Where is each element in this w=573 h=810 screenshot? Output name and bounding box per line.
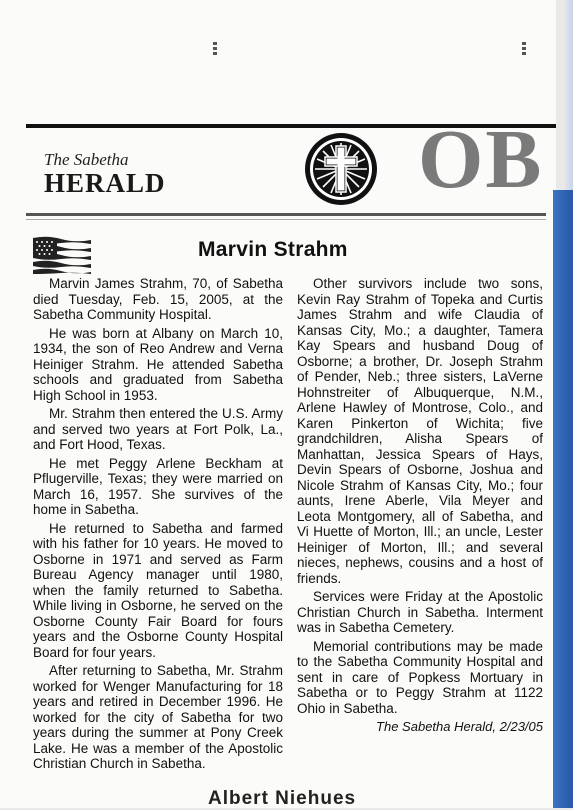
article-column-right [297,276,543,735]
masthead-subtitle: The Sabetha [44,150,129,169]
paragraph: Memorial contributions may be made to the Sabetha Community Hospital and sent in care of Popkess Mortuary in Sabetha or to Peggy Strahm at 1122 Ohio in Sabetha. [297,638,543,716]
next-article-heading: Albert Niehues [208,788,357,809]
paragraph: He returned to Sabetha and farmed with his father for 10 years. He moved to Osborne in 1971 and served as Farm Bureau Agency manager until 1980, when the family returned to Sabetha. While living in Osborne, he served on the Osborne County Fair Board for fours years and the Osborne County Hospital Board for four years. [33,520,283,660]
masthead-bottom-thin-rule [26,219,546,220]
punch-mark-right [521,40,527,60]
masthead-name: HERALD [44,168,166,198]
american-flag-icon [31,236,93,274]
paragraph: He met Peggy Arlene Beckham at Pflugerville, Texas; they were married on March 16, 1957. She survives of the home in Sabetha. [33,455,283,517]
article-signature: The Sabetha Herald, 2/23/05 [376,719,543,734]
scan-edge [553,190,573,808]
masthead-bottom-rule [26,213,546,216]
punch-mark-left [212,40,218,60]
scan-edge-top [565,0,573,190]
section-heading-fragment: OB [418,113,544,206]
article-title: Marvin Strahm [198,238,348,261]
paragraph: He was born at Albany on March 10, 1934, the son of Reo Andrew and Verna Heiniger Strahm. He attended Sabetha schools and graduated from Sabetha High School in 1953. [33,325,283,403]
article-column-left [33,276,283,775]
paragraph: Other survivors include two sons, Kevin Ray Strahm of Topeka and Curtis James Strahm and wife Claudia of Kansas City, Mo.; a daughter, Tamera Kay Spears and husband Doug of Osborne; a brother, Dr. Joseph Strahm of Pender, Neb.; three sisters, LaVerne Hohnstreiter of Albuquerque, N.M., Arlene Hawley of Montrose, Colo., and Karen Pinkerton of Wichita; five grandchildren, Alisha Spears of Manhattan, Jessica Spears of Hays, Devin Spears of Osborne, Joshua and Nicole Strahm of Kansas City, Mo.; four aunts, Irene Aberle, Vila Meyer and Leota Montgomery, all of Sabetha, and Vi Huette of Morton, Ill.; an uncle, Lester Heiniger of Morton, Ill.; and several nieces, nephews, cousins and a host of friends. [297,276,543,586]
paragraph: Mr. Strahm then entered the U.S. Army and served two years at Fort Polk, La., and Fort Hood, Texas. [33,406,283,452]
paragraph: Services were Friday at the Apostolic Christian Church in Sabetha. Interment was in Sabetha Cemetery. [297,589,543,635]
paragraph: Marvin James Strahm, 70, of Sabetha died Tuesday, Feb. 15, 2005, at the Sabetha Community Hospital. [33,276,283,322]
paragraph: After returning to Sabetha, Mr. Strahm worked for Wenger Manufacturing for 18 years and retired in December 1996. He worked for the city of Sabetha for two years during the summer at Pony Creek Lake. He was a member of the Apostolic Christian Church in Sabetha. [33,663,283,771]
cross-sunburst-emblem-icon [303,131,379,207]
